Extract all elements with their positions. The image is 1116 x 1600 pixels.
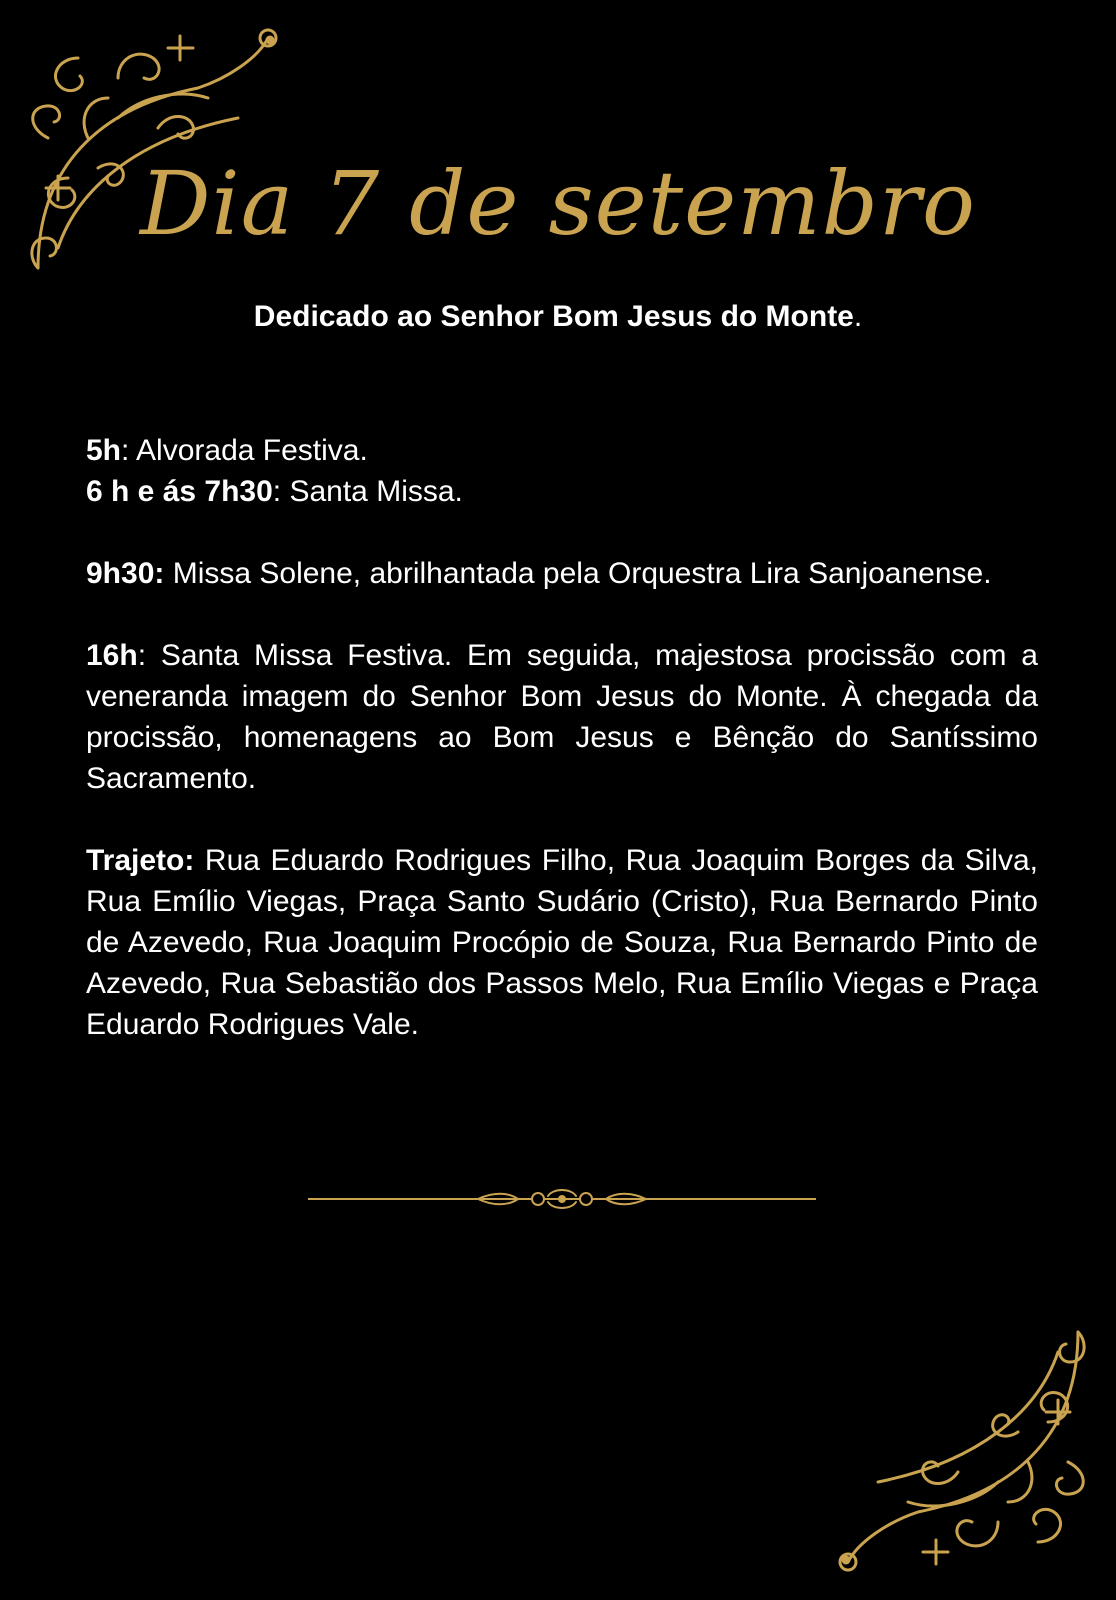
- page-title: Dia 7 de setembro: [140, 152, 976, 255]
- schedule-time: 9h30:: [86, 557, 165, 590]
- schedule-time: 5h: [86, 434, 122, 467]
- schedule-time: 6 h e ás 7h30: [86, 475, 273, 508]
- schedule-item: [86, 553, 1038, 594]
- schedule-item: [86, 471, 1038, 512]
- schedule-text: Missa Solene, abrilhantada pela Orquestra Lira Sanjoanense.: [164, 557, 992, 590]
- subtitle-period: .: [853, 300, 863, 333]
- route-paragraph: [86, 840, 1038, 1045]
- spacer: [86, 799, 1038, 840]
- corner-flourish-bottom-right-icon: [828, 1312, 1098, 1582]
- schedule-item: [86, 430, 1038, 471]
- flourish-divider-icon: [308, 1184, 816, 1214]
- schedule-text: : Santa Missa.: [272, 475, 463, 508]
- schedule-list: [86, 430, 1038, 1045]
- subtitle-text: Dedicado ao Senhor Bom Jesus do Monte: [253, 300, 854, 333]
- spacer: [86, 594, 1038, 635]
- schedule-text: : Alvorada Festiva.: [121, 434, 368, 467]
- schedule-item: [86, 635, 1038, 799]
- route-label: Trajeto:: [86, 844, 195, 877]
- page-subtitle: [0, 300, 1116, 334]
- schedule-time: 16h: [86, 639, 138, 672]
- route-text: Rua Eduardo Rodrigues Filho, Rua Joaquim Borges da Silva, Rua Emílio Viegas, Praça Santo Sudário (Cristo), Rua Bernardo Pinto de Azevedo, Rua Joaquim Procópio de Souza, Rua Bernardo Pinto de Azevedo, Rua Sebastião dos Passos Melo, Rua Emílio Viegas e Praça Eduardo Rodrigues Vale.: [86, 844, 1038, 1041]
- spacer: [86, 512, 1038, 553]
- schedule-text: : Santa Missa Festiva. Em seguida, majestosa procissão com a veneranda imagem do Senhor Bom Jesus do Monte. À chegada da procissão, homenagens ao Bom Jesus e Bênção do Santíssimo Sacramento.: [86, 639, 1038, 795]
